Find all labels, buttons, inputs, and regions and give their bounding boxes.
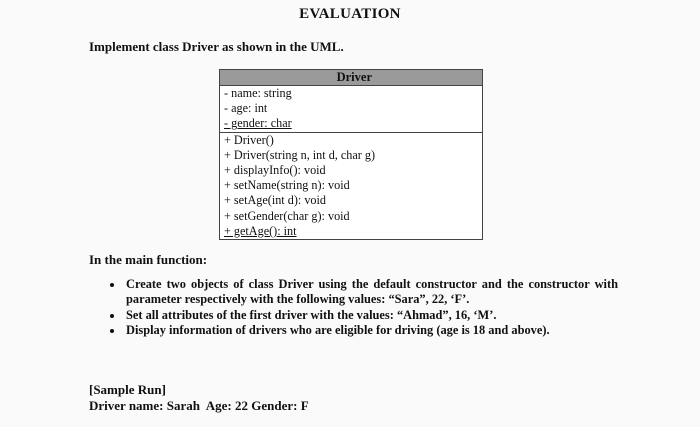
task-list — [108, 277, 618, 339]
uml-method: + setGender(char g): void — [224, 208, 350, 223]
uml-method: + displayInfo(): void — [224, 163, 326, 178]
sample-run-output: Driver name: Sarah Age: 22 Gender: F — [89, 398, 309, 413]
uml-attribute: - gender: char — [224, 116, 292, 131]
task-item — [108, 308, 618, 323]
main-function-heading: In the main function: — [89, 252, 208, 267]
page-title: EVALUATION — [299, 6, 401, 22]
task-item — [108, 277, 618, 308]
task-text: Display information of drivers who are eligible for driving (age is 18 and above). — [126, 323, 550, 338]
instruction-text: Implement class Driver as shown in the UML. — [89, 39, 344, 54]
task-text: Create two objects of class Driver using the default constructor and the constructor with parameter respectively with the following values: “Sara”, 22, ‘F’. — [126, 277, 618, 307]
uml-class-diagram — [219, 69, 483, 240]
uml-methods-section — [220, 132, 483, 239]
uml-attribute: - name: string — [224, 86, 292, 100]
uml-method: + getAge(): int — [224, 223, 297, 238]
task-item — [108, 323, 618, 338]
uml-attribute: - age: int — [224, 101, 268, 116]
uml-method: + setAge(int d): void — [224, 193, 326, 208]
uml-method: + Driver(string n, int d, char g) — [224, 147, 376, 162]
task-text: Set all attributes of the first driver with the values: “Ahmad”, 16, ‘M’. — [126, 307, 497, 322]
uml-attributes-section — [220, 86, 483, 133]
bullet-icon — [110, 329, 114, 333]
sample-run-heading: [Sample Run] — [89, 382, 166, 397]
sample-run — [89, 382, 309, 414]
uml-method: + Driver() — [224, 132, 274, 147]
bullet-icon — [110, 283, 114, 287]
uml-method: + setName(string n): void — [224, 178, 350, 193]
bullet-icon — [110, 314, 114, 318]
uml-class-name: Driver — [220, 70, 483, 86]
